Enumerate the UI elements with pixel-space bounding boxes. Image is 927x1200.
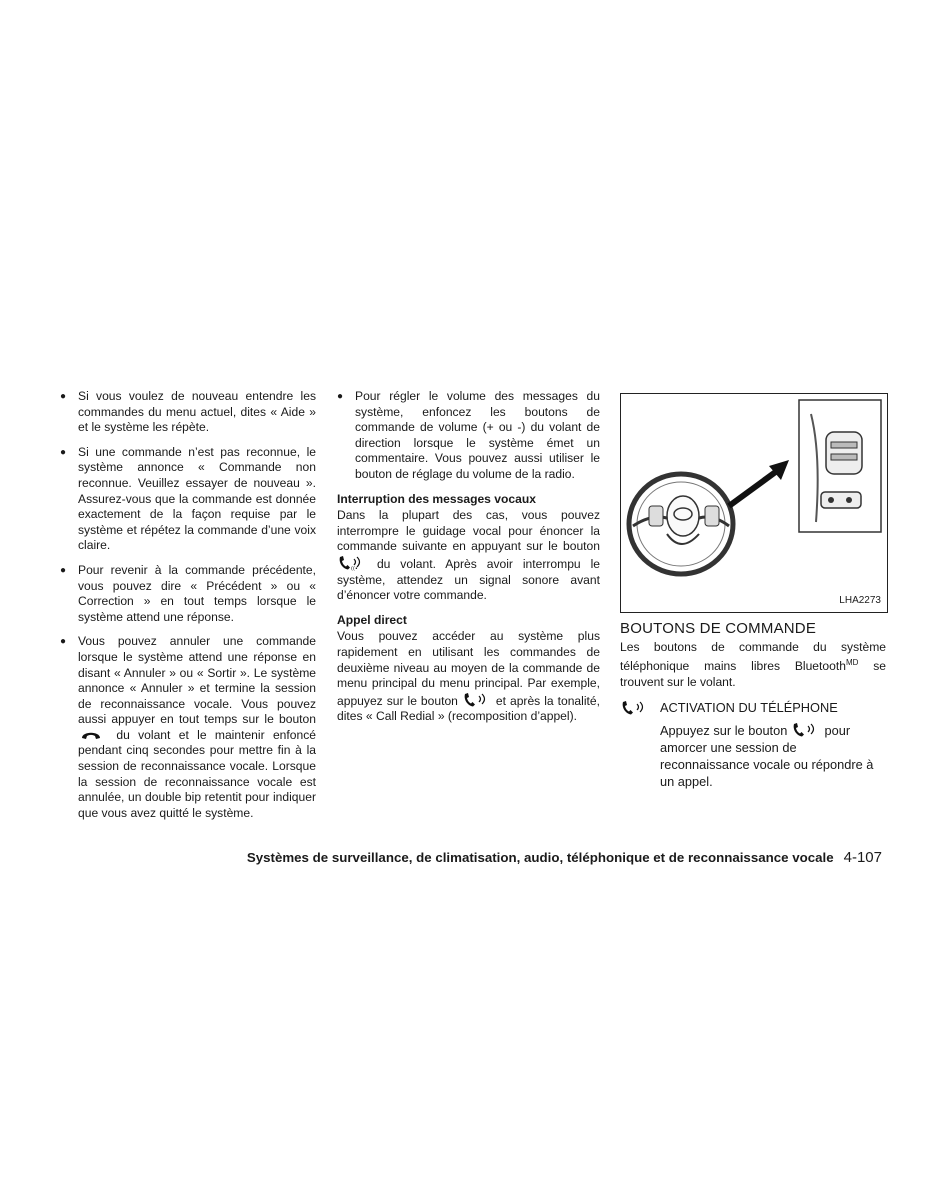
bullet-text: ● Si une commande n’est pas reconnue, le système annonce « Commande non reconnue. Veuillez essayer de nouveau ». Assurez-vous que la commande est donnée exactement de la façon requise par le système et répétez la commande d’une voix claire. [78,444,316,553]
paragraph-text-part: et après la tonalité, dites « Call Redial » (recomposition d’appel). [337,693,600,724]
feature-text-part: Appuyez sur le bouton [660,723,788,738]
paragraph-text-part: Vous pouvez accéder au système plus rapidement en utilisant les commandes de deuxième niveau au moyen de la commande de menu principal du menu principal. Par exemple, appuyez sur le bouton [337,629,600,708]
right-column [620,389,886,790]
phone-voice-icon [791,722,821,736]
feature-text [660,722,886,790]
feature-text-part: pour amorcer une session de reconnaissance vocale ou répondre à un appel. [660,723,874,789]
phone-voice-icon [462,692,492,706]
section-title: BOUTONS DE COMMANDE [620,620,817,637]
intro-paragraph [620,640,886,691]
phone-voice-icon [620,700,660,718]
bullet-item [60,563,316,625]
page-number: 4-107 [843,849,882,866]
intro-text-part: Les boutons de commande du système téléphonique mains libres Bluetooth [620,639,886,674]
steering-wheel-figure [620,393,888,613]
left-column [60,389,316,830]
bullet-text-part: Vous pouvez annuler une commande lorsque le système attend une réponse en disant « Annuler » ou « Sortir ». Le système annonce « Annuler » et termine la session de reconnaissance vocale. Vous pouvez aussi appuyer en tout temps sur le bouton [78,634,316,727]
footer-title: Systèmes de surveillance, de climatisation, audio, téléphonique et de reconnaissance vocale [246,850,834,865]
bullet-item [60,634,316,821]
paragraph [337,508,600,604]
middle-column [337,389,600,734]
paragraph-text-part: Dans la plupart des cas, vous pouvez interrompre le guidage vocal pour énoncer la commande suivante en appuyant sur le bouton [337,508,600,554]
bullet-item [60,389,316,436]
feature-item [620,700,886,790]
steering-wheel-illustration [621,394,887,612]
paragraph [337,629,600,725]
trademark-sup: MD [845,658,859,668]
bullet-text-part: du volant et le maintenir enfoncé pendant cinq secondes pour mettre fin à la session de reconnaissance vocale. Lorsque la session de reconnaissance vocale est annulée, un double bip retentit pour indiquer que vous avez quitté le système. [78,727,316,820]
svg-text:((•: ((• [351,565,358,571]
feature-title: ACTIVATION DU TÉLÉPHONE [660,700,838,716]
feature-body [660,700,886,790]
phone-voice-icon [337,555,367,569]
bullet-text: ● Si vous voulez de nouveau entendre les commandes du menu actuel, dites « Aide » et le système les répète. [78,389,316,435]
bullet-item [60,445,316,554]
figure-label: LHA2273 [839,595,881,607]
bullet-item [337,389,600,483]
phone-hangup-icon [78,728,108,742]
bullet-text: ● Pour revenir à la commande précédente, vous pouvez dire « Précédent » ou « Correction » en tout temps lorsque le système attend une réponse. [78,562,316,624]
bullet-text: ● Pour régler le volume des messages du système, enfoncez les boutons de commande de volume (+ ou -) du volant de direction lorsque le système émet un commentaire. Vous pouvez aussi utiliser le bouton de réglage du volume de la radio. [355,389,600,481]
paragraph-text-part: du volant. Après avoir interrompu le système, attendez un signal sonore avant d’énoncer votre commande. [337,556,600,603]
bullet-text [78,634,316,821]
section-heading: Appel direct [337,612,407,627]
page-footer [60,849,882,866]
intro-text-part: se trouvent sur le volant. [620,659,886,689]
section-heading: Interruption des messages vocaux [337,491,536,506]
